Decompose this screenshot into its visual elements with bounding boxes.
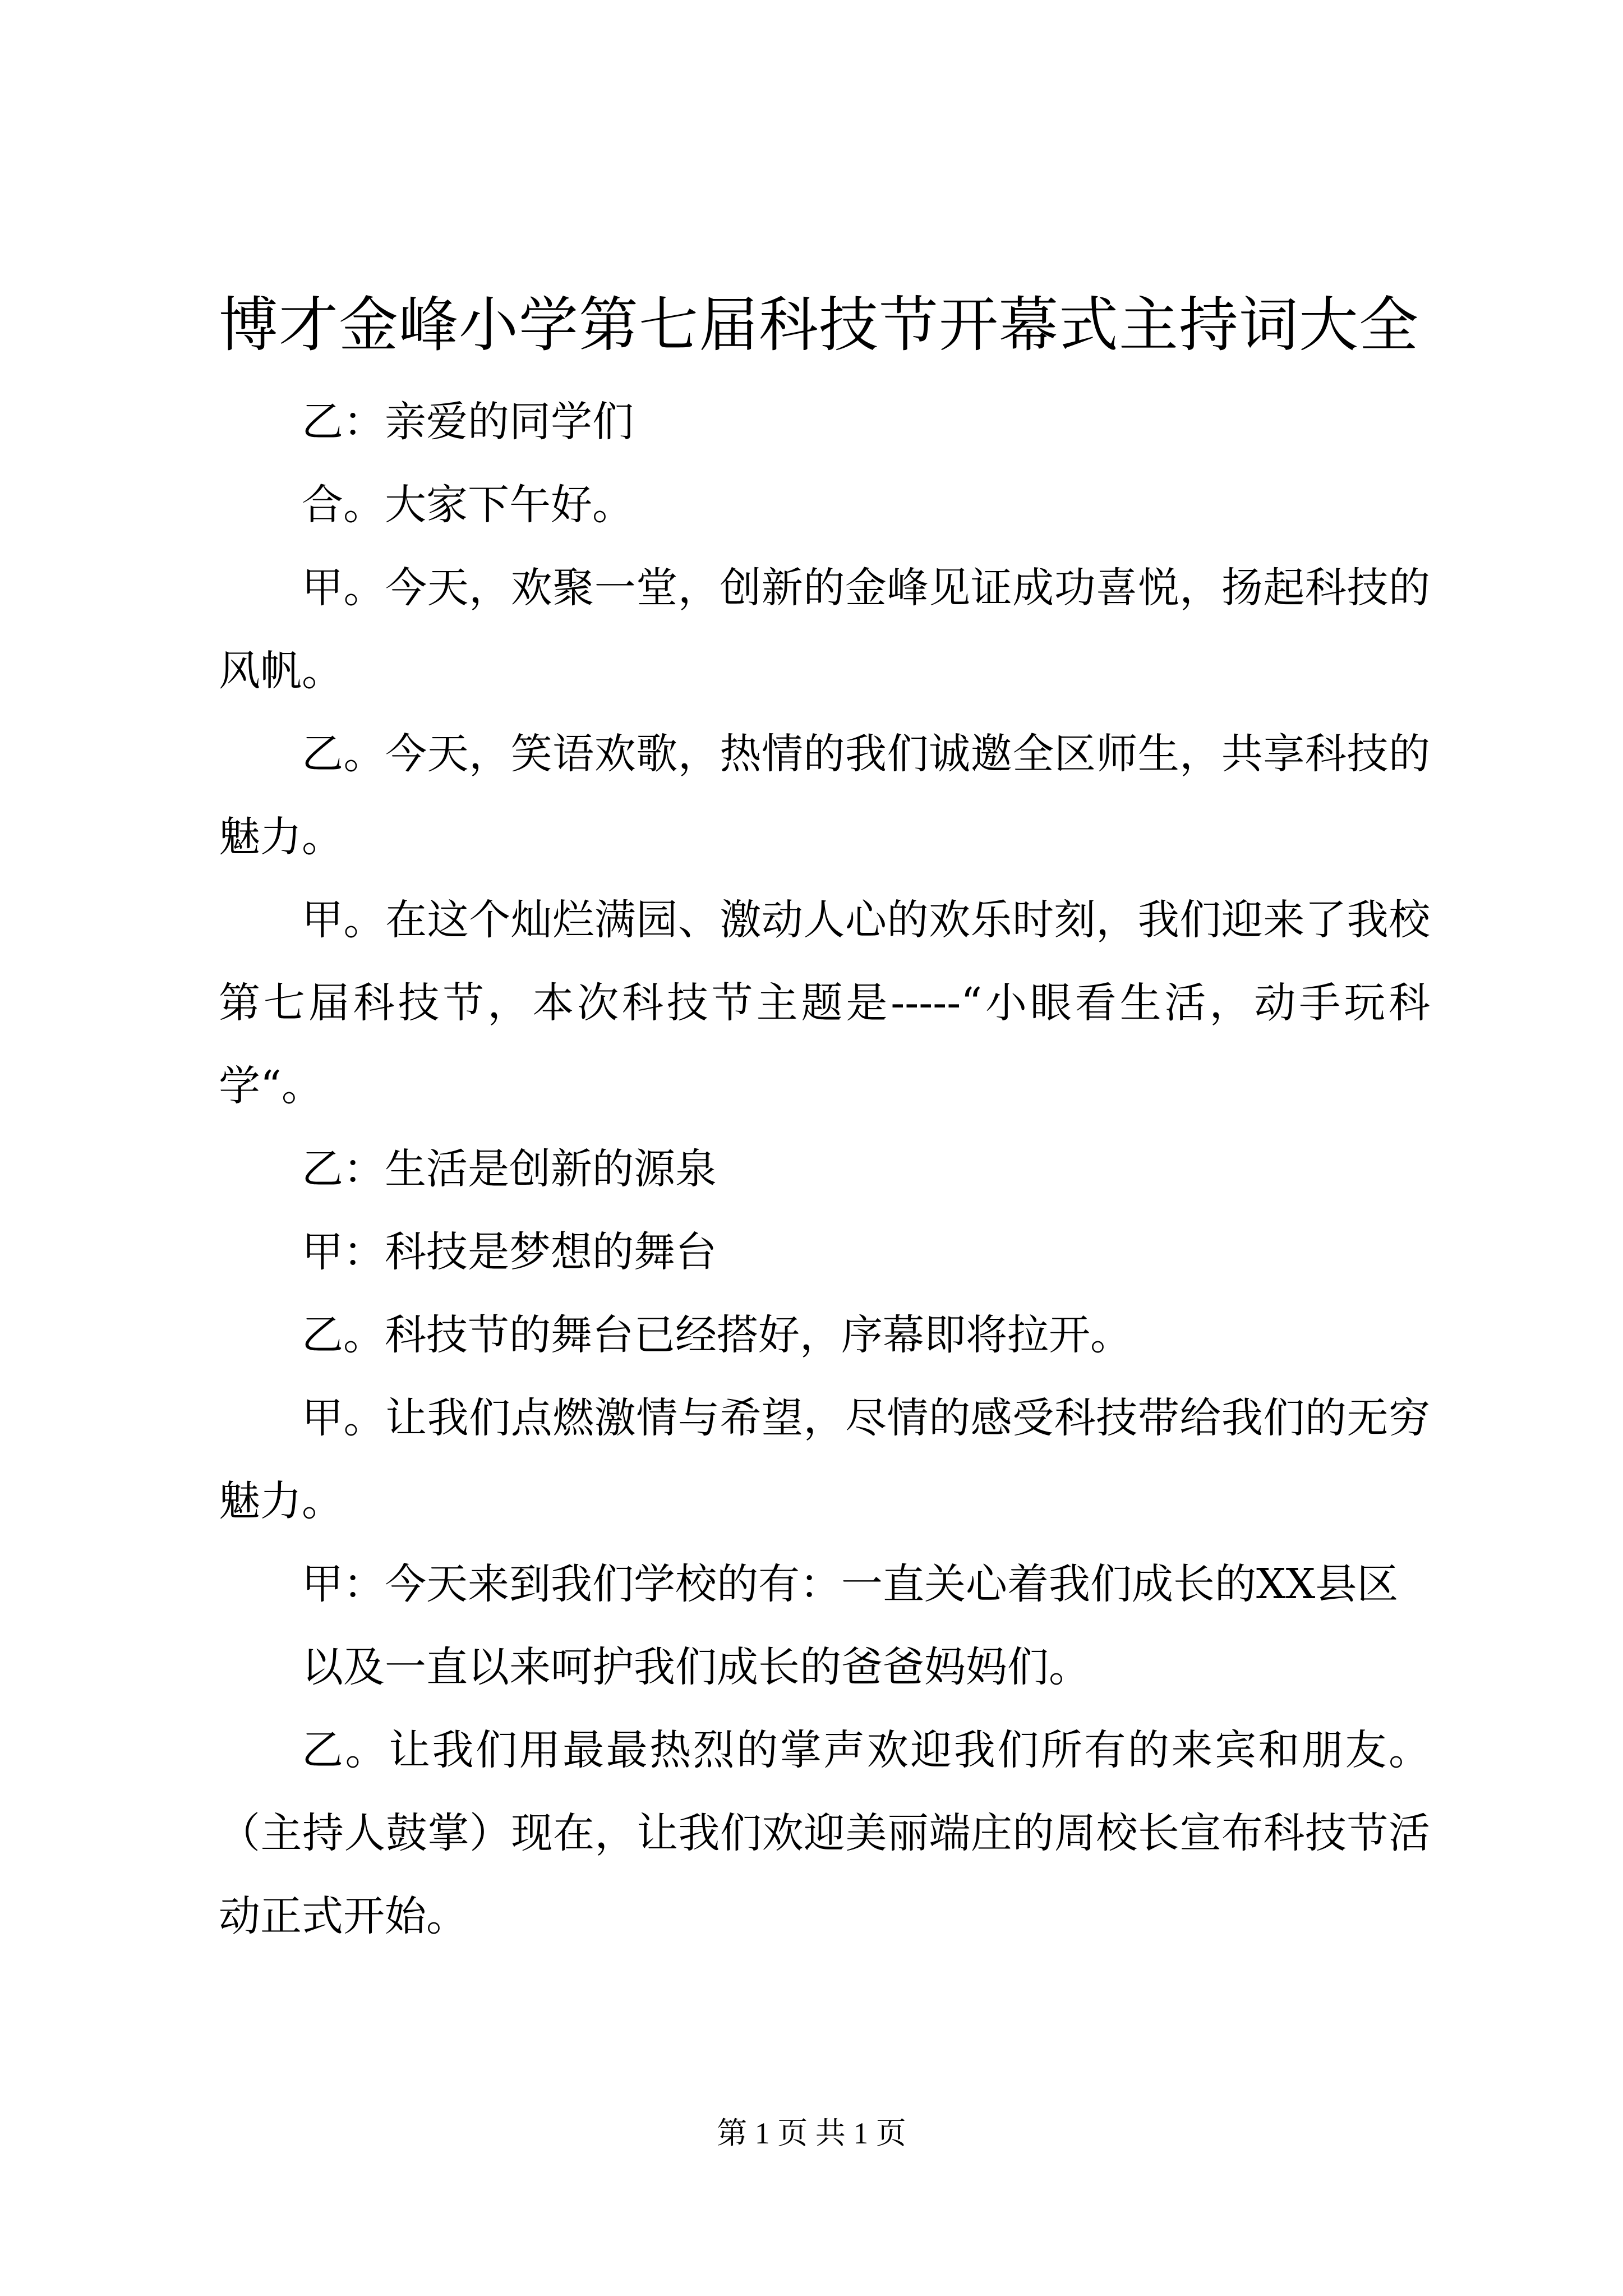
paragraph: 甲。今天，欢聚一堂，创新的金峰见证成功喜悦，扬起科技的风帆。 (219, 564, 1430, 695)
paragraph: 甲。让我们点燃激情与希望，尽情的感受科技带给我们的无穷魅力。 (219, 1394, 1430, 1525)
document-title: 博才金峰小学第七届科技节开幕式主持词大全 (219, 291, 1419, 360)
paragraph: 乙。让我们用最最热烈的掌声欢迎我们所有的来宾和朋友。（主持人鼓掌）现在，让我们欢迎美丽端庄的周校长宣布科技节活动正式开始。 (219, 1726, 1430, 1940)
paragraph: 乙。科技节的舞台已经搭好，序幕即将拉开。 (302, 1311, 1132, 1359)
page-footer: 第 1 页 共 1 页 (717, 2116, 906, 2150)
paragraph: 乙：生活是创新的源泉 (302, 1145, 717, 1193)
paragraph: 甲：科技是梦想的舞台 (302, 1228, 717, 1276)
paragraph: 乙：亲爱的同学们 (302, 398, 634, 446)
paragraph: 乙。今天，笑语欢歌，热情的我们诚邀全区师生，共享科技的魅力。 (219, 730, 1430, 861)
paragraph: 甲：今天来到我们学校的有：一直关心着我们成长的XX县区 (302, 1560, 1399, 1608)
paragraph: 以及一直以来呵护我们成长的爸爸妈妈们。 (302, 1643, 1090, 1691)
paragraph: 合。大家下午好。 (302, 481, 634, 529)
document-body (219, 380, 1430, 1958)
paragraph: 甲。在这个灿烂满园、激动人心的欢乐时刻，我们迎来了我校第七届科技节，本次科技节主题是-----“小眼看生活，动手玩科学“。 (219, 896, 1430, 1110)
